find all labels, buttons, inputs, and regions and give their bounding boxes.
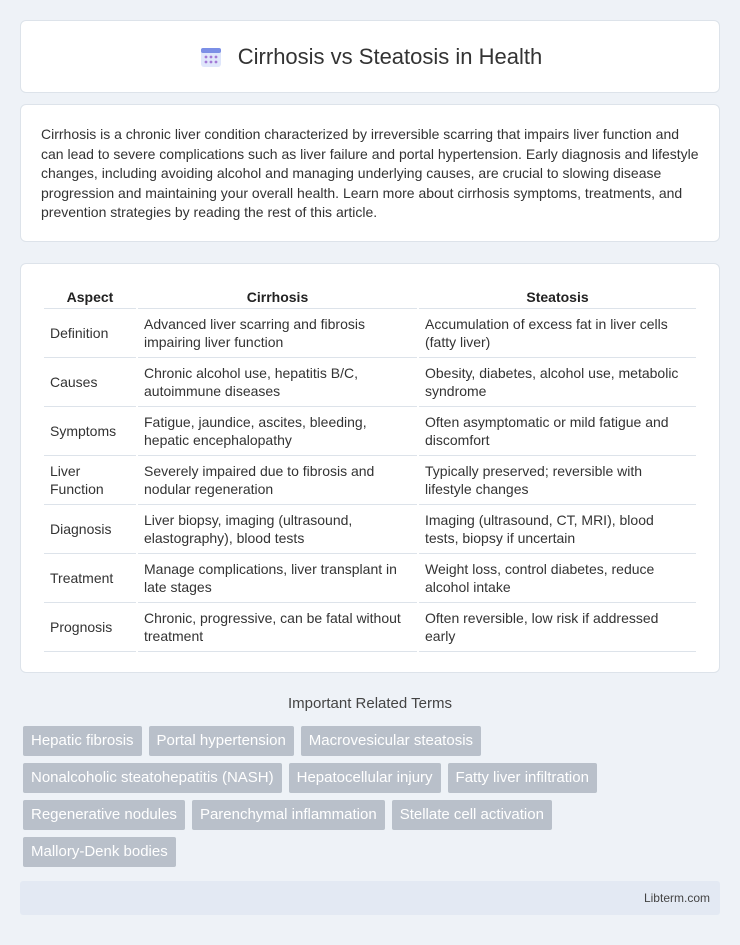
- intro-card: [20, 104, 720, 242]
- aspect-cell: Treatment: [44, 554, 136, 603]
- steatosis-cell: Often reversible, low risk if addressed early: [419, 603, 696, 652]
- term-tag[interactable]: Parenchymal inflammation: [192, 800, 385, 830]
- term-tag[interactable]: Stellate cell activation: [392, 800, 552, 830]
- column-header-aspect: Aspect: [44, 284, 136, 309]
- intro-text: Cirrhosis is a chronic liver condition characterized by irreversible scarring that impairs liver function and can lead to severe complications such as liver failure and portal hypertension. Early diagnosis and lifestyle changes, including avoiding alcohol and managing underlying causes, are crucial to slowing disease progression and maintaining your overall health. Learn more about cirrhosis symptoms, treatments, and prevention strategies by reading the rest of this article.: [41, 126, 699, 221]
- steatosis-cell: Imaging (ultrasound, CT, MRI), blood tests, biopsy if uncertain: [419, 505, 696, 554]
- steatosis-cell: Weight loss, control diabetes, reduce alcohol intake: [419, 554, 696, 603]
- table-row: [44, 505, 696, 554]
- column-header-cirrhosis: Cirrhosis: [138, 284, 417, 309]
- comparison-card: [20, 263, 720, 673]
- table-row: [44, 407, 696, 456]
- aspect-cell: Diagnosis: [44, 505, 136, 554]
- table-row: [44, 309, 696, 358]
- related-terms-list: [23, 726, 683, 867]
- footer-site-link[interactable]: Libterm.com: [643, 891, 710, 905]
- related-terms-heading: Important Related Terms: [288, 695, 452, 712]
- cirrhosis-cell: Chronic alcohol use, hepatitis B/C, autoimmune diseases: [138, 358, 417, 407]
- steatosis-cell: Typically preserved; reversible with lifestyle changes: [419, 456, 696, 505]
- cirrhosis-cell: Manage complications, liver transplant in late stages: [138, 554, 417, 603]
- term-tag[interactable]: Mallory-Denk bodies: [23, 837, 176, 867]
- footer-bar: [20, 881, 720, 915]
- steatosis-cell: Obesity, diabetes, alcohol use, metabolic syndrome: [419, 358, 696, 407]
- comparison-table: [42, 284, 698, 652]
- term-tag[interactable]: Macrovesicular steatosis: [301, 726, 481, 756]
- term-tag[interactable]: Fatty liver infiltration: [448, 763, 597, 793]
- term-tag[interactable]: Hepatocellular injury: [289, 763, 441, 793]
- cirrhosis-cell: Chronic, progressive, can be fatal without treatment: [138, 603, 417, 652]
- page-title: Cirrhosis vs Steatosis in Health: [237, 43, 543, 69]
- steatosis-cell: Accumulation of excess fat in liver cells (fatty liver): [419, 309, 696, 358]
- header-card: [20, 20, 720, 93]
- term-tag[interactable]: Nonalcoholic steatohepatitis (NASH): [23, 763, 282, 793]
- cirrhosis-cell: Advanced liver scarring and fibrosis impairing liver function: [138, 309, 417, 358]
- calendar-grid-icon: [198, 44, 224, 70]
- column-header-steatosis: Steatosis: [419, 284, 696, 309]
- table-header-row: [44, 284, 696, 309]
- aspect-cell: Symptoms: [44, 407, 136, 456]
- steatosis-cell: Often asymptomatic or mild fatigue and discomfort: [419, 407, 696, 456]
- aspect-cell: Prognosis: [44, 603, 136, 652]
- term-tag[interactable]: Portal hypertension: [149, 726, 294, 756]
- table-row: [44, 603, 696, 652]
- aspect-cell: Causes: [44, 358, 136, 407]
- cirrhosis-cell: Liver biopsy, imaging (ultrasound, elastography), blood tests: [138, 505, 417, 554]
- table-row: [44, 456, 696, 505]
- cirrhosis-cell: Severely impaired due to fibrosis and nodular regeneration: [138, 456, 417, 505]
- aspect-cell: Definition: [44, 309, 136, 358]
- term-tag[interactable]: Hepatic fibrosis: [23, 726, 142, 756]
- table-row: [44, 554, 696, 603]
- cirrhosis-cell: Fatigue, jaundice, ascites, bleeding, hepatic encephalopathy: [138, 407, 417, 456]
- table-row: [44, 358, 696, 407]
- term-tag[interactable]: Regenerative nodules: [23, 800, 185, 830]
- aspect-cell: Liver Function: [44, 456, 136, 505]
